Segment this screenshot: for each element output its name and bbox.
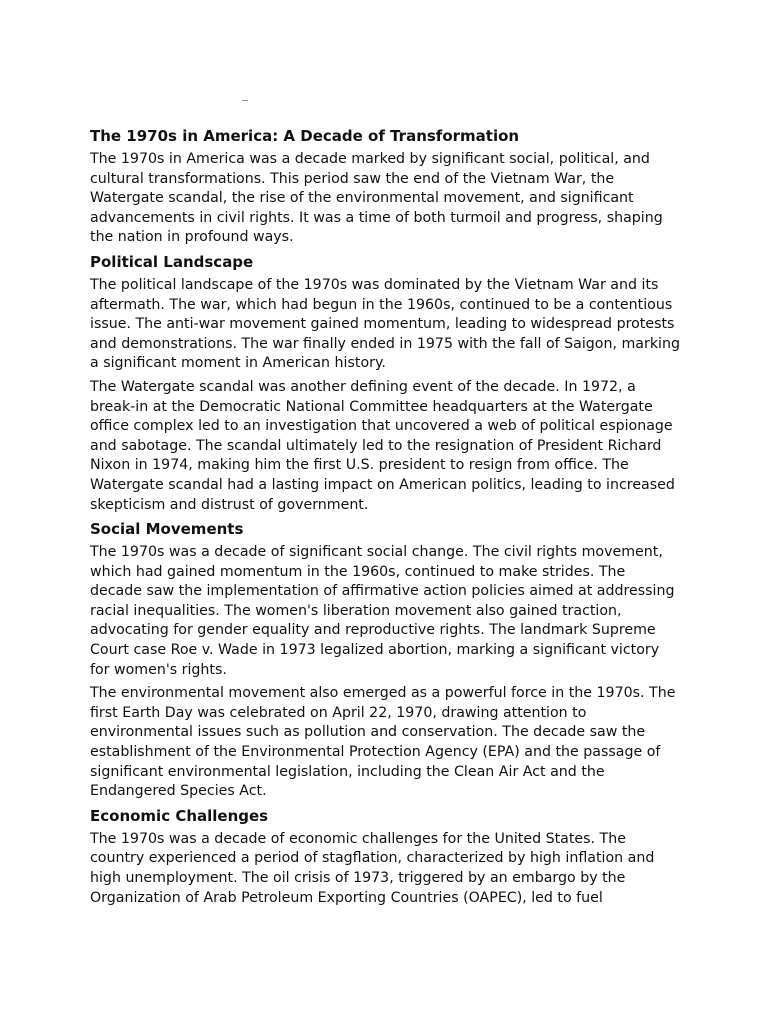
paragraph-political-2: The Watergate scandal was another defining event of the decade. In 1972, a break-in at the Democratic National Committee headquarters at the Watergate office complex led to an investigation that uncovered a web of political espionage and sabotage. The scandal ultimately led to the resignation of President Richard Nixon in 1974, making him the first U.S. president to resign from office. The Watergate scandal had a lasting impact on American politics, leading to increased skepticism and distrust of government. (90, 378, 675, 513)
section-heading-economic-challenges: Economic Challenges (90, 806, 269, 825)
document-title: The 1970s in America: A Decade of Transformation (90, 127, 520, 145)
section-heading-social-movements: Social Movements (90, 520, 244, 539)
stray-mark (242, 100, 248, 101)
intro-paragraph: The 1970s in America was a decade marked by significant social, political, and cultural transformations. This period saw the end of the Vietnam War, the Watergate scandal, the rise of the environmental movement, and significant advancements in civil rights. It was a time of both turmoil and progress, shaping the nation in profound ways. (90, 151, 663, 246)
document-body (90, 126, 680, 912)
paragraph-social-2: The environmental movement also emerged as a powerful force in the 1970s. The first Earth Day was celebrated on April 22, 1970, drawing attention to environmental issues such as pollution and conservation. The decade saw the establishment of the Environmental Protection Agency (EPA) and the passage of significant environmental legislation, including the Clean Air Act and the Endangered Species Act. (90, 685, 676, 800)
paragraph-social-1: The 1970s was a decade of significant social change. The civil rights movement, which had gained momentum in the 1960s, continued to make strides. The decade saw the implementation of affirmative action policies aimed at addressing racial inequalities. The women's liberation movement also gained traction, advocating for gender equality and reproductive rights. The landmark Supreme Court case Roe v. Wade in 1973 legalized abortion, marking a significant victory for women's rights. (90, 544, 675, 678)
section-heading-political-landscape: Political Landscape (90, 252, 254, 271)
paragraph-economic-1: The 1970s was a decade of economic challenges for the United States. The country experienced a period of stagflation, characterized by high inflation and high unemployment. The oil crisis of 1973, triggered by an embargo by the Organization of Arab Petroleum Exporting Countries (OAPEC), led to fuel (90, 830, 655, 906)
paragraph-political-1: The political landscape of the 1970s was dominated by the Vietnam War and its aftermath. The war, which had begun in the 1960s, continued to be a contentious issue. The anti-war movement gained momentum, leading to widespread protests and demonstrations. The war finally ended in 1975 with the fall of Saigon, marking a significant moment in American history. (90, 276, 680, 372)
